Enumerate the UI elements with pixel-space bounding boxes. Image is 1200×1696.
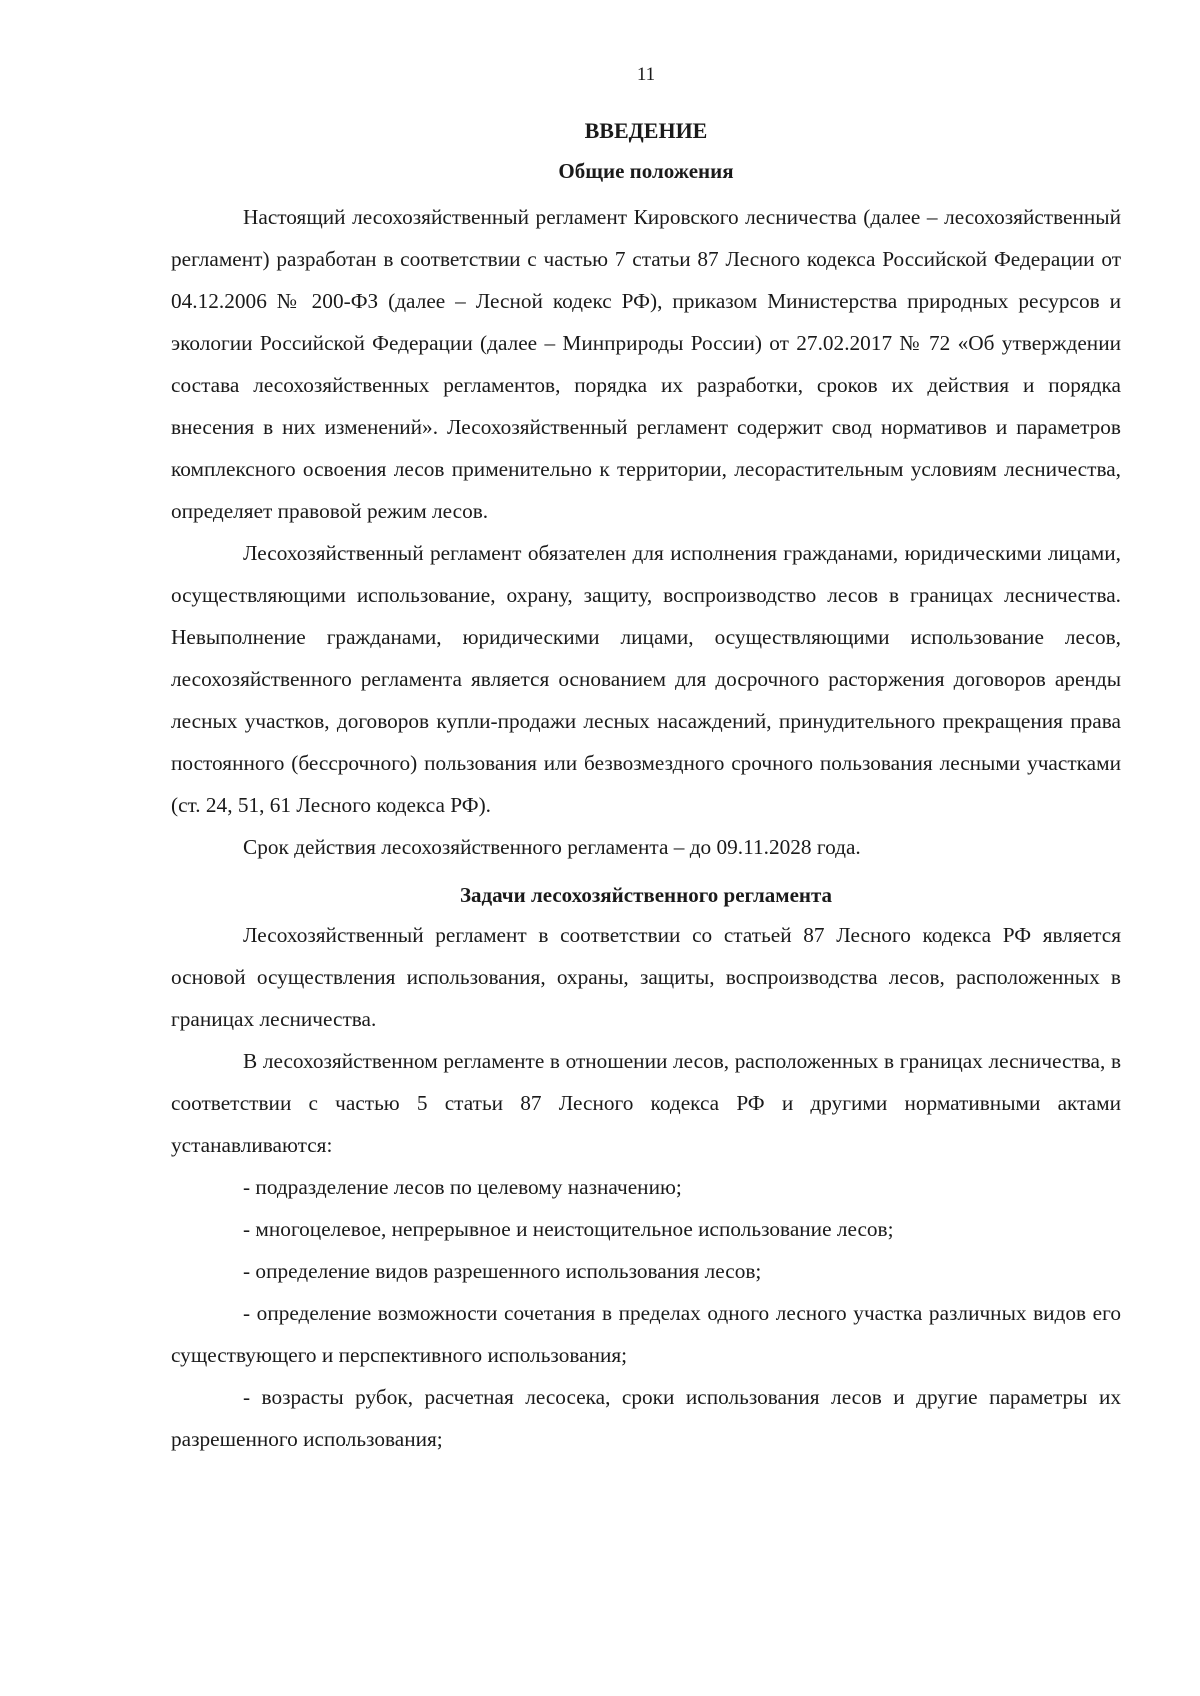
section-heading-general: Общие положения [558,159,734,183]
page-number: 11 [636,64,656,85]
list-item: - определение возможности сочетания в пределах одного лесного участка различных видов его существующего и перспективного использования; [171,1301,1121,1367]
section-heading-tasks: Задачи лесохозяйственного регламента [459,883,833,907]
list-item: - возрасты рубок, расчетная лесосека, сроки использования лесов и другие параметры их разрешенного использования; [171,1385,1121,1451]
document-page [171,62,1121,1460]
list-item: - определение видов разрешенного использования лесов; [243,1259,762,1283]
paragraph-general-1: Настоящий лесохозяйственный регламент Кировского лесничества (далее – лесохозяйственный регламент) разработан в соответствии с частью 7 статьи 87 Лесного кодекса Российской Федерации от 04.12.2006 № 200-ФЗ (далее – Лесной кодекс РФ), приказом Министерства природных ресурсов и экологии Российской Федерации (далее – Минприроды России) от 27.02.2017 № 72 «Об утверждении состава лесохозяйственных регламентов, порядка их разработки, сроков их действия и порядка внесения в них изменений». Лесохозяйственный регламент содержит свод нормативов и параметров комплексного освоения лесов применительно к территории, лесорастительным условиям лесничества, определяет правовой режим лесов. [171,205,1121,523]
paragraph-general-3: Срок действия лесохозяйственного регламента – до 09.11.2028 года. [243,835,861,859]
paragraph-general-2: Лесохозяйственный регламент обязателен для исполнения гражданами, юридическими лицами, осуществляющими использование, охрану, защиту, воспроизводство лесов в границах лесничества. Невыполнение гражданами, юридическими лицами, осуществляющими использование лесов, лесохозяйственного регламента является основанием для досрочного расторжения договоров аренды лесных участков, договоров купли-продажи лесных насаждений, принудительного прекращения права постоянного (бессрочного) пользования или безвозмездного срочного пользования лесными участками (ст. 24, 51, 61 Лесного кодекса РФ). [171,541,1121,817]
list-item: - подразделение лесов по целевому назначению; [243,1175,682,1199]
document-title: ВВЕДЕНИЕ [584,118,708,143]
paragraph-tasks-2: В лесохозяйственном регламенте в отношении лесов, расположенных в границах лесничества, в соответствии с частью 5 статьи 87 Лесного кодекса РФ и другими нормативными актами устанавливаются: [171,1049,1121,1157]
list-item: - многоцелевое, непрерывное и неистощительное использование лесов; [243,1217,894,1241]
paragraph-tasks-1: Лесохозяйственный регламент в соответствии со статьей 87 Лесного кодекса РФ является основой осуществления использования, охраны, защиты, воспроизводства лесов, расположенных в границах лесничества. [171,923,1121,1031]
